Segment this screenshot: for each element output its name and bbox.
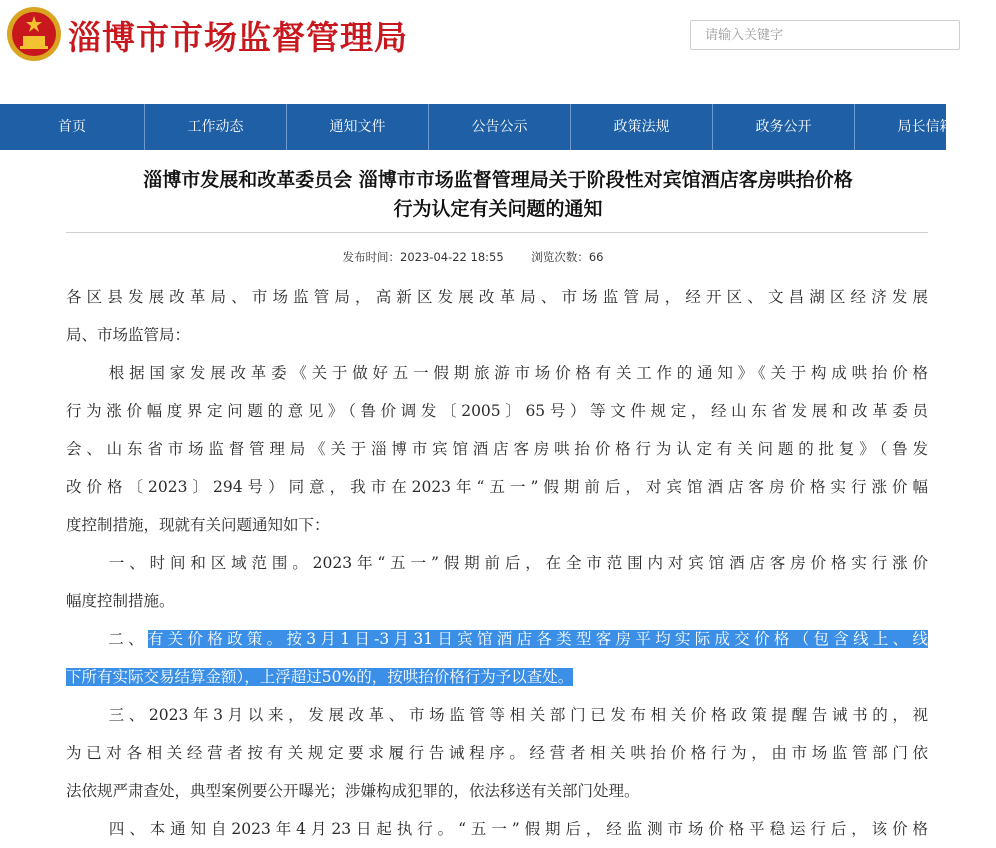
body-line bbox=[66, 544, 928, 582]
nav-item-work-news[interactable]: 工作动态 bbox=[145, 104, 287, 150]
title-divider bbox=[66, 232, 928, 233]
search-input[interactable] bbox=[691, 21, 959, 49]
article-meta bbox=[0, 249, 946, 265]
body-line: 度控制措施，现就有关问题通知如下： bbox=[66, 516, 330, 534]
nav-item-home[interactable]: 首页 bbox=[0, 104, 145, 150]
body-line: 会、山东省市场监督管理局《关于淄博市宾馆酒店客房哄抬价格行为认定有关问题的批复》（鲁发 bbox=[66, 440, 928, 458]
body-line: 局、市场监管局： bbox=[66, 326, 191, 344]
search-box[interactable] bbox=[690, 20, 960, 50]
site-title[interactable]: 淄博市市场监督管理局 bbox=[68, 18, 408, 57]
body-line: 为已对各相关经营者按有关规定要求履行告诫程序。经营者相关哄抬价格行为，由市场监管部门依 bbox=[66, 744, 928, 762]
section-number: 二、 bbox=[104, 630, 148, 648]
article-title-line: 淄博市发展和改革委员会 淄博市市场监督管理局关于阶段性对宾馆酒店客房哄抬价格 bbox=[143, 169, 853, 191]
nav-item-announcements[interactable]: 公告公示 bbox=[429, 104, 571, 150]
body-line bbox=[66, 354, 928, 392]
nav-item-government-affairs[interactable]: 政务公开 bbox=[713, 104, 855, 150]
body-text: 一、时间和区域范围。2023年“五一”假期前后，在全市范围内对宾馆酒店客房价格实行涨价 bbox=[104, 554, 928, 572]
body-line bbox=[66, 696, 928, 734]
publish-label: 发布时间： bbox=[342, 250, 401, 264]
main-nav bbox=[0, 104, 954, 150]
nav-item-director-mailbox[interactable]: 局长信箱 bbox=[897, 119, 954, 135]
body-line: 幅度控制措施。 bbox=[66, 592, 175, 610]
nav-item-notices[interactable]: 通知文件 bbox=[287, 104, 429, 150]
views-label: 浏览次数： bbox=[531, 250, 589, 264]
views-value: 66 bbox=[588, 250, 604, 264]
body-line bbox=[66, 658, 928, 696]
body-line bbox=[66, 620, 928, 658]
publish-time bbox=[343, 250, 504, 264]
highlighted-text[interactable]: 有关价格政策。按3月1日-3月31日宾馆酒店各类型客房平均实际成交价格（包含线上、线 bbox=[147, 630, 928, 648]
body-line bbox=[66, 810, 928, 848]
body-line: 法依规严肃查处，典型案例要公开曝光；涉嫌构成犯罪的，依法移送有关部门处理。 bbox=[66, 782, 640, 800]
highlighted-text[interactable]: 下所有实际交易结算金额），上浮超过50%的，按哄抬价格行为予以查处。 bbox=[66, 668, 574, 686]
body-line: 各区县发展改革局、市场监管局，高新区发展改革局、市场监管局，经开区、文昌湖区经济发展 bbox=[66, 288, 928, 306]
article-title bbox=[58, 166, 938, 224]
body-text: 三、2023年3月以来，发展改革、市场监管等相关部门已发布相关价格政策提醒告诫书的，视 bbox=[104, 706, 928, 724]
publish-value: 2023-04-22 18:55 bbox=[400, 250, 504, 264]
body-line: 改价格〔2023〕294号）同意，我市在2023年“五一”假期前后，对宾馆酒店客房价格实行涨价幅 bbox=[66, 478, 928, 496]
body-text: 根据国家发展改革委《关于做好五一假期旅游市场价格有关工作的通知》《关于构成哄抬价格 bbox=[104, 364, 928, 382]
nav-item-policies[interactable]: 政策法规 bbox=[571, 104, 713, 150]
site-header bbox=[0, 0, 946, 104]
body-line: 行为涨价幅度界定问题的意见》（鲁价调发〔2005〕65号）等文件规定，经山东省发展和改革委员 bbox=[66, 402, 928, 420]
view-count bbox=[531, 250, 603, 264]
article-title-line: 行为认定有关问题的通知 bbox=[393, 198, 603, 220]
article-body bbox=[66, 278, 928, 848]
national-emblem-icon[interactable] bbox=[6, 4, 62, 64]
body-text: 四、本通知自2023年4月23日起执行。“五一”假期后，经监测市场价格平稳运行后，该价格 bbox=[104, 820, 928, 838]
